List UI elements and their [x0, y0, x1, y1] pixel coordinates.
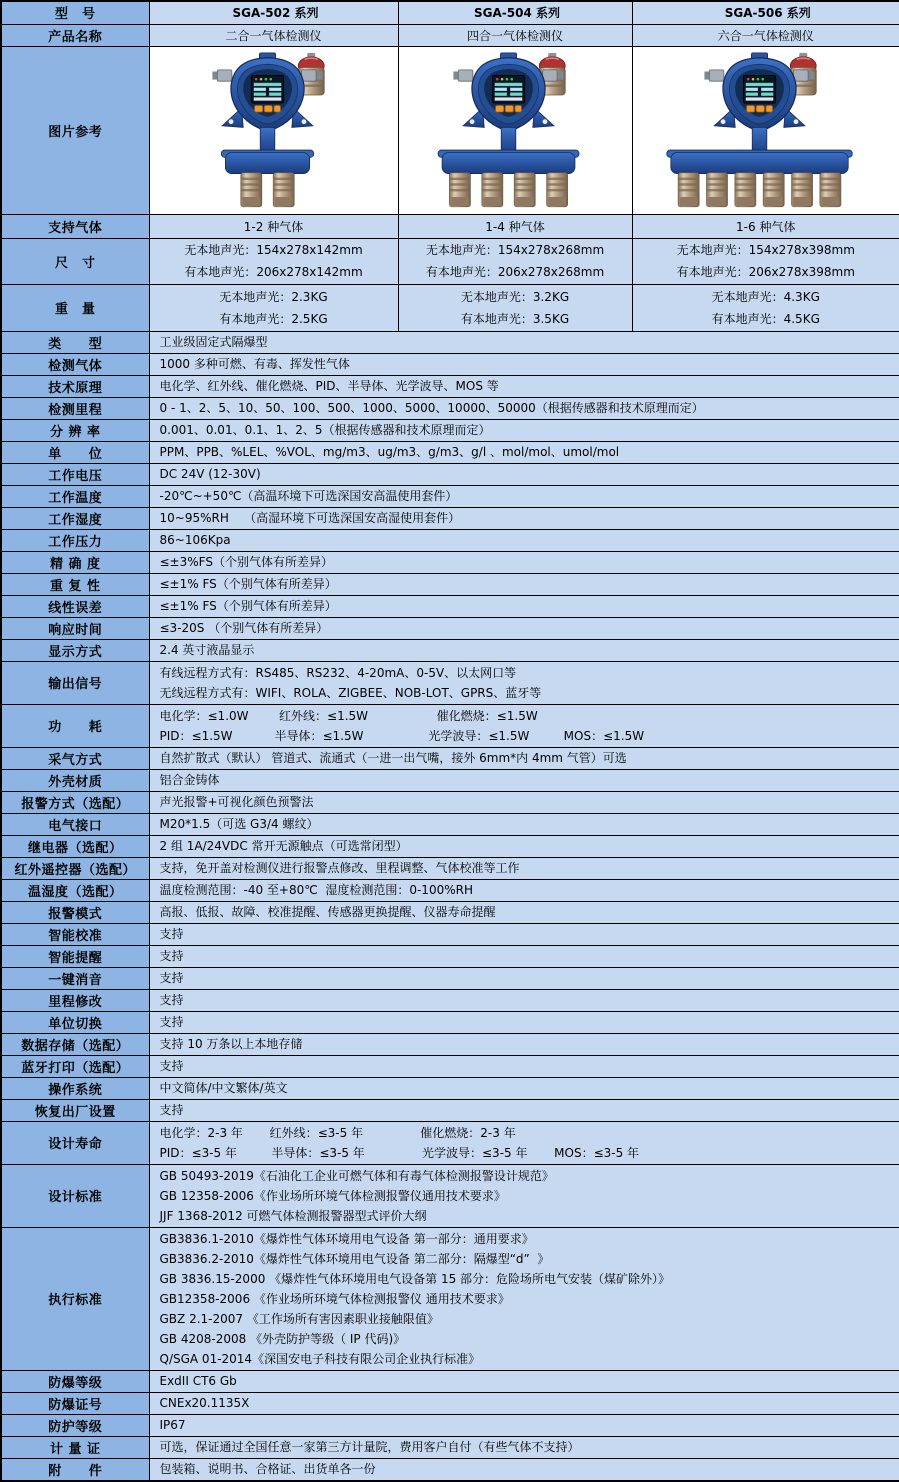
- size-value: 有本地声光：206x278x268mm: [401, 261, 630, 283]
- spec-row-label: 红外遥控器（选配）: [1, 857, 149, 879]
- spec-row: [1, 769, 899, 791]
- product-name-sga-504: 四合一气体检测仪: [398, 24, 632, 46]
- spec-row-label: 单位切换: [1, 1011, 149, 1033]
- size-value: 有本地声光：206x278x142mm: [152, 261, 396, 283]
- weight-label: 重 量: [1, 284, 149, 331]
- spec-line: 1000 多种可燃、有毒、挥发性气体: [160, 354, 894, 374]
- spec-row-value: [149, 375, 899, 397]
- spec-line: PID：≤3-5 年 半导体：≤3-5 年 光学波导：≤3-5 年 MOS：≤3-5 年: [160, 1143, 894, 1163]
- spec-row: [1, 463, 899, 485]
- spec-row: [1, 704, 899, 747]
- spec-row-value: [149, 639, 899, 661]
- spec-line: Q/SGA 01-2014《深国安电子科技有限公司企业执行标准》: [160, 1349, 894, 1369]
- spec-row: [1, 661, 899, 704]
- sga-504-detector-image: [398, 46, 632, 214]
- spec-row: [1, 485, 899, 507]
- spec-row-value: [149, 813, 899, 835]
- spec-line: 电化学：≤1.0W 红外线：≤1.5W 催化燃烧：≤1.5W: [160, 706, 894, 726]
- spec-row-label: 功 耗: [1, 704, 149, 747]
- spec-row-label: 检测气体: [1, 353, 149, 375]
- spec-row: [1, 639, 899, 661]
- spec-line: 支持: [160, 990, 894, 1010]
- spec-line: 支持: [160, 1056, 894, 1076]
- spec-line: ≤±3%FS（个别气体有所差异）: [160, 552, 894, 572]
- spec-row: [1, 1055, 899, 1077]
- spec-line: IP67: [160, 1415, 894, 1435]
- spec-row-value: [149, 573, 899, 595]
- spec-line: 2 组 1A/24VDC 常开无源触点（可选常闭型）: [160, 836, 894, 856]
- spec-line: 支持: [160, 1012, 894, 1032]
- spec-row-label: 输出信号: [1, 661, 149, 704]
- spec-row-value: [149, 1077, 899, 1099]
- spec-row-label: 类 型: [1, 331, 149, 353]
- supported-gases-sga-506: 1-6 种气体: [632, 214, 899, 238]
- spec-row-value: [149, 1099, 899, 1121]
- spec-row-value: [149, 1392, 899, 1414]
- weight-value: 有本地声光：3.5KG: [401, 308, 630, 330]
- spec-row-value: [149, 331, 899, 353]
- spec-line: 声光报警+可视化颜色预警法: [160, 792, 894, 812]
- spec-row: [1, 901, 899, 923]
- spec-row-value: [149, 967, 899, 989]
- spec-row-label: 防爆证号: [1, 1392, 149, 1414]
- spec-row-value: [149, 1033, 899, 1055]
- spec-row: [1, 397, 899, 419]
- spec-row-label: 重 复 性: [1, 573, 149, 595]
- spec-row-label: 防爆等级: [1, 1370, 149, 1392]
- spec-row: [1, 1227, 899, 1370]
- spec-row-label: 工作压力: [1, 529, 149, 551]
- spec-row-label: 智能校准: [1, 923, 149, 945]
- sga-506-detector-image: [632, 46, 899, 214]
- product-name-sga-502: 二合一气体检测仪: [149, 24, 398, 46]
- spec-row-value: [149, 769, 899, 791]
- spec-row: [1, 857, 899, 879]
- spec-row-value: [149, 463, 899, 485]
- spec-row-label: 工作温度: [1, 485, 149, 507]
- spec-row-value: [149, 704, 899, 747]
- spec-row-label: 防护等级: [1, 1414, 149, 1436]
- spec-row-label: 蓝牙打印（选配）: [1, 1055, 149, 1077]
- spec-row: [1, 595, 899, 617]
- spec-row: [1, 353, 899, 375]
- spec-row-label: 设计寿命: [1, 1121, 149, 1164]
- spec-line: 无线远程方式有：WIFI、ROLA、ZIGBEE、NOB-LOT、GPRS、蓝牙等: [160, 683, 894, 703]
- spec-row-value: [149, 353, 899, 375]
- spec-row-label: 电气接口: [1, 813, 149, 835]
- spec-row: [1, 573, 899, 595]
- spec-row-label: 执行标准: [1, 1227, 149, 1370]
- spec-row-value: [149, 1414, 899, 1436]
- weight-value: 无本地声光：4.3KG: [635, 286, 898, 308]
- spec-line: GB3836.2-2010《爆炸性气体环境用电气设备 第二部分：隔爆型“d” 》: [160, 1249, 894, 1269]
- weight-value: 无本地声光：2.3KG: [152, 286, 396, 308]
- spec-line: 86~106Kpa: [160, 530, 894, 550]
- spec-row: [1, 617, 899, 639]
- spec-row: [1, 945, 899, 967]
- spec-line: 温度检测范围：-40 至+80℃ 湿度检测范围：0-100%RH: [160, 880, 894, 900]
- spec-line: GB 50493-2019《石油化工企业可燃气体和有毒气体检测报警设计规范》: [160, 1166, 894, 1186]
- spec-row: [1, 1033, 899, 1055]
- spec-row-value: [149, 1011, 899, 1033]
- model-name-sga-504: SGA-504 系列: [398, 1, 632, 24]
- spec-row-value: [149, 1436, 899, 1458]
- weight-value: 有本地声光：4.5KG: [635, 308, 898, 330]
- spec-row-label: 报警模式: [1, 901, 149, 923]
- spec-row-value: [149, 551, 899, 573]
- spec-row: [1, 441, 899, 463]
- spec-line: ≤±1% FS（个别气体有所差异）: [160, 574, 894, 594]
- supported-gases-label: 支持气体: [1, 214, 149, 238]
- spec-row-value: [149, 441, 899, 463]
- spec-row: [1, 1077, 899, 1099]
- spec-row: [1, 1121, 899, 1164]
- spec-row-value: [149, 945, 899, 967]
- spec-line: ≤3-20S （个别气体有所差异）: [160, 618, 894, 638]
- spec-row: [1, 791, 899, 813]
- spec-line: 支持 10 万条以上本地存储: [160, 1034, 894, 1054]
- supported-gases-sga-504: 1-4 种气体: [398, 214, 632, 238]
- product-image-row: [1, 46, 899, 214]
- spec-line: 包装箱、说明书、合格证、出货单各一份: [160, 1459, 894, 1479]
- model-name-sga-502: SGA-502 系列: [149, 1, 398, 24]
- model-name-sga-506: SGA-506 系列: [632, 1, 899, 24]
- model-header-label: 型 号: [1, 1, 149, 24]
- spec-row-value: [149, 989, 899, 1011]
- spec-row-label: 数据存储（选配）: [1, 1033, 149, 1055]
- spec-row-label: 分 辨 率: [1, 419, 149, 441]
- spec-row: [1, 529, 899, 551]
- spec-row: [1, 1011, 899, 1033]
- spec-row-label: 报警方式（选配）: [1, 791, 149, 813]
- size-label: 尺 寸: [1, 238, 149, 284]
- spec-row-value: [149, 747, 899, 769]
- spec-row-label: 响应时间: [1, 617, 149, 639]
- spec-line: 0 - 1、2、5、10、50、100、500、1000、5000、10000、50000（根据传感器和技术原理而定）: [160, 398, 894, 418]
- spec-row-label: 操作系统: [1, 1077, 149, 1099]
- spec-line: CNEx20.1135X: [160, 1393, 894, 1413]
- spec-row: [1, 1436, 899, 1458]
- spec-row: [1, 507, 899, 529]
- spec-row-label: 显示方式: [1, 639, 149, 661]
- spec-row-label: 外壳材质: [1, 769, 149, 791]
- spec-line: 支持，免开盖对检测仪进行报警点修改、里程调整、气体校准等工作: [160, 858, 894, 878]
- spec-row-value: [149, 791, 899, 813]
- weight-sga-502: [149, 284, 398, 331]
- spec-line: 支持: [160, 924, 894, 944]
- spec-line: 有线远程方式有：RS485、RS232、4-20mA、0-5V、以太网口等: [160, 663, 894, 683]
- spec-line: GB 3836.15-2000 《爆炸性气体环境用电气设备第 15 部分：危险场所电气安装（煤矿除外）》: [160, 1269, 894, 1289]
- spec-line: GB 4208-2008 《外壳防护等级（ IP 代码)》: [160, 1329, 894, 1349]
- size-row: [1, 238, 899, 284]
- size-value: 无本地声光：154x278x398mm: [635, 239, 898, 261]
- spec-line: 支持: [160, 968, 894, 988]
- spec-line: ≤±1% FS（个别气体有所差异）: [160, 596, 894, 616]
- gas-detector-illustration-4-sensor: [399, 48, 632, 213]
- spec-line: 工业级固定式隔爆型: [160, 332, 894, 352]
- spec-line: 10~95%RH （高湿环境下可选深国安高湿使用套件）: [160, 508, 894, 528]
- spec-row-label: 工作电压: [1, 463, 149, 485]
- spec-row-label: 线性误差: [1, 595, 149, 617]
- weight-sga-506: [632, 284, 899, 331]
- spec-row: [1, 747, 899, 769]
- spec-row-value: [149, 879, 899, 901]
- spec-row-value: [149, 617, 899, 639]
- spec-line: GBZ 2.1-2007 《工作场所有害因素职业接触限值》: [160, 1309, 894, 1329]
- supported-gases-row: [1, 214, 899, 238]
- spec-line: 自然扩散式（默认） 管道式、流通式（一进一出气嘴，接外 6mm*内 4mm 气管）可选: [160, 748, 894, 768]
- spec-row-label: 计 量 证: [1, 1436, 149, 1458]
- spec-row-label: 温湿度（选配）: [1, 879, 149, 901]
- gas-detector-illustration-2-sensor: [150, 48, 398, 213]
- spec-line: ExdII CT6 Gb: [160, 1371, 894, 1391]
- spec-row-value: [149, 595, 899, 617]
- spec-row: [1, 879, 899, 901]
- spec-line: -20℃~+50℃（高温环境下可选深国安高温使用套件）: [160, 486, 894, 506]
- spec-row-value: [149, 529, 899, 551]
- spec-line: 电化学、红外线、催化燃烧、PID、半导体、光学波导、MOS 等: [160, 376, 894, 396]
- spec-line: PPM、PPB、%LEL、%VOL、mg/m3、ug/m3、g/m3、g/l 、mol/mol、umol/mol: [160, 442, 894, 462]
- spec-line: 0.001、0.01、0.1、1、2、5（根据传感器和技术原理而定）: [160, 420, 894, 440]
- spec-row-label: 恢复出厂设置: [1, 1099, 149, 1121]
- spec-row-label: 设计标准: [1, 1164, 149, 1227]
- spec-row-label: 智能提醒: [1, 945, 149, 967]
- spec-row-label: 采气方式: [1, 747, 149, 769]
- spec-line: 可选，保证通过全国任意一家第三方计量院，费用客户自付（有些气体不支持）: [160, 1437, 894, 1457]
- product-image-label: 图片参考: [1, 46, 149, 214]
- spec-row: [1, 375, 899, 397]
- spec-row-value: [149, 1370, 899, 1392]
- weight-value: 有本地声光：2.5KG: [152, 308, 396, 330]
- spec-row: [1, 331, 899, 353]
- spec-row-label: 里程修改: [1, 989, 149, 1011]
- size-value: 有本地声光：206x278x398mm: [635, 261, 898, 283]
- spec-line: 2.4 英寸液晶显示: [160, 640, 894, 660]
- spec-line: 中文简体/中文繁体/英文: [160, 1078, 894, 1098]
- spec-row-label: 检测里程: [1, 397, 149, 419]
- spec-line: 支持: [160, 1100, 894, 1120]
- spec-line: M20*1.5（可选 G3/4 螺纹）: [160, 814, 894, 834]
- spec-row-label: 一键消音: [1, 967, 149, 989]
- spec-row-value: [149, 507, 899, 529]
- size-value: 无本地声光：154x278x142mm: [152, 239, 396, 261]
- spec-row-label: 精 确 度: [1, 551, 149, 573]
- spec-line: 铝合金铸体: [160, 770, 894, 790]
- spec-line: GB12358-2006 《作业场所环境气体检测报警仪 通用技术要求》: [160, 1289, 894, 1309]
- spec-line: 支持: [160, 946, 894, 966]
- spec-row-value: [149, 835, 899, 857]
- spec-row-value: [149, 1227, 899, 1370]
- gas-detector-illustration-6-sensor: [633, 48, 899, 213]
- spec-line: DC 24V (12-30V): [160, 464, 894, 484]
- spec-row: [1, 551, 899, 573]
- spec-row: [1, 1414, 899, 1436]
- spec-row-value: [149, 419, 899, 441]
- product-name-row: [1, 24, 899, 46]
- spec-row-value: [149, 1055, 899, 1077]
- spec-row-label: 单 位: [1, 441, 149, 463]
- spec-row: [1, 1370, 899, 1392]
- spec-row: [1, 967, 899, 989]
- spec-row: [1, 813, 899, 835]
- spec-row-label: 工作湿度: [1, 507, 149, 529]
- spec-row-value: [149, 661, 899, 704]
- spec-line: PID：≤1.5W 半导体：≤1.5W 光学波导：≤1.5W MOS：≤1.5W: [160, 726, 894, 746]
- spec-line: JJF 1368-2012 可燃气体检测报警器型式评价大纲: [160, 1206, 894, 1226]
- spec-row-value: [149, 397, 899, 419]
- spec-row-label: 继电器（选配）: [1, 835, 149, 857]
- spec-row: [1, 923, 899, 945]
- size-sga-502: [149, 238, 398, 284]
- spec-line: GB 12358-2006《作业场所环境气体检测报警仪通用技术要求》: [160, 1186, 894, 1206]
- size-value: 无本地声光：154x278x268mm: [401, 239, 630, 261]
- size-sga-504: [398, 238, 632, 284]
- supported-gases-sga-502: 1-2 种气体: [149, 214, 398, 238]
- spec-row: [1, 989, 899, 1011]
- spec-row-value: [149, 901, 899, 923]
- spec-line: 电化学：2-3 年 红外线：≤3-5 年 催化燃烧：2-3 年: [160, 1123, 894, 1143]
- spec-row-value: [149, 923, 899, 945]
- spec-row-value: [149, 485, 899, 507]
- spec-row: [1, 419, 899, 441]
- spec-row: [1, 1164, 899, 1227]
- product-name-label: 产品名称: [1, 24, 149, 46]
- size-sga-506: [632, 238, 899, 284]
- weight-sga-504: [398, 284, 632, 331]
- spec-row-value: [149, 857, 899, 879]
- model-header-row: [1, 1, 899, 24]
- spec-row-value: [149, 1121, 899, 1164]
- spec-row-label: 技术原理: [1, 375, 149, 397]
- spec-row: [1, 835, 899, 857]
- weight-value: 无本地声光：3.2KG: [401, 286, 630, 308]
- spec-row: [1, 1099, 899, 1121]
- spec-line: 高报、低报、故障、校准提醒、传感器更换提醒、仪器寿命提醒: [160, 902, 894, 922]
- weight-row: [1, 284, 899, 331]
- spec-row-label: 附 件: [1, 1458, 149, 1481]
- spec-row-value: [149, 1164, 899, 1227]
- spec-row-value: [149, 1458, 899, 1481]
- spec-row: [1, 1392, 899, 1414]
- sga-502-detector-image: [149, 46, 398, 214]
- spec-line: GB3836.1-2010《爆炸性气体环境用电气设备 第一部分：通用要求》: [160, 1229, 894, 1249]
- spec-row: [1, 1458, 899, 1481]
- product-name-sga-506: 六合一气体检测仪: [632, 24, 899, 46]
